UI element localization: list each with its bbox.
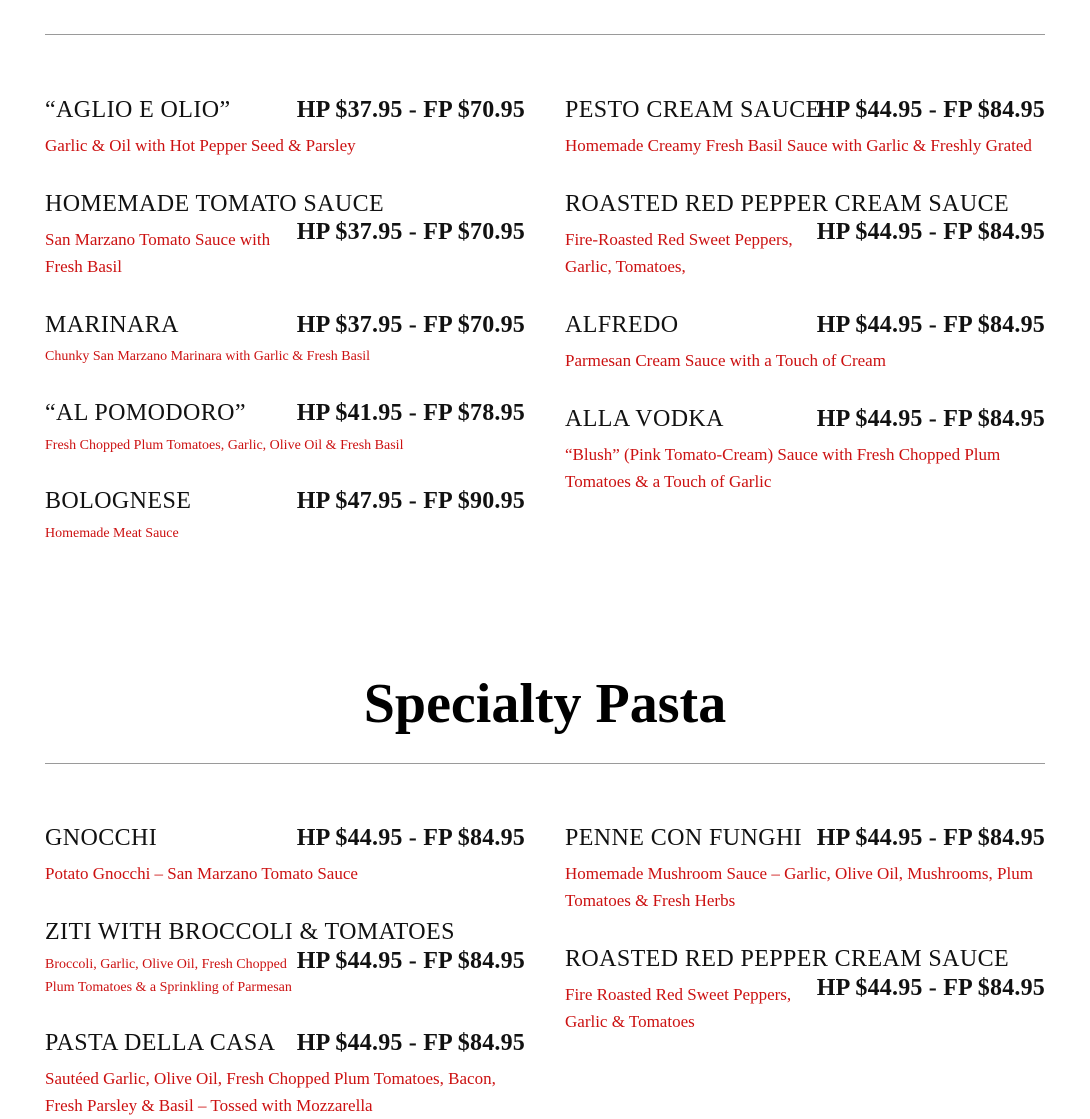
item-description: “Blush” (Pink Tomato-Cream) Sauce with Fresh Chopped Plum Tomatoes & a Touch of Garlic <box>565 445 1001 491</box>
item-description: Fire-Roasted Red Sweet Peppers, Garlic, Tomatoes, <box>565 230 793 276</box>
item-name: ROASTED RED PEPPER CREAM SAUCE <box>565 191 1010 217</box>
item-price: HP $44.95 - FP $84.95 <box>816 97 1045 123</box>
item-description: Sautéed Garlic, Olive Oil, Fresh Chopped Plum Tomatoes, Bacon, Fresh Parsley & Basil – Tossed with Mozzarella <box>45 1069 496 1115</box>
item-name: HOMEMADE TOMATO SAUCE <box>45 191 385 217</box>
item-description: Parmesan Cream Sauce with a Touch of Cream <box>565 351 886 370</box>
item-description: Chunky San Marzano Marinara with Garlic & Fresh Basil <box>45 349 371 364</box>
item-name: PESTO CREAM SAUCE <box>565 97 821 123</box>
item-description: Homemade Mushroom Sauce – Garlic, Olive Oil, Mushrooms, Plum Tomatoes & Fresh Herbs <box>565 864 1033 910</box>
item-name: PASTA DELLA CASA <box>45 1030 276 1056</box>
item-name: ALFREDO <box>565 312 679 338</box>
item-name: PENNE CON FUNGHI <box>565 825 803 851</box>
section-divider <box>45 763 1045 764</box>
item-price: HP $44.95 - FP $84.95 <box>816 312 1045 338</box>
item-price: HP $44.95 - FP $84.95 <box>296 825 525 851</box>
item-price: HP $41.95 - FP $78.95 <box>296 400 525 426</box>
item-name: ZITI WITH BROCCOLI & TOMATOES <box>45 919 455 945</box>
item-name: GNOCCHI <box>45 825 158 851</box>
item-price: HP $44.95 - FP $84.95 <box>816 975 1045 1001</box>
item-description: Fresh Chopped Plum Tomatoes, Garlic, Olive Oil & Fresh Basil <box>45 438 404 453</box>
item-price: HP $44.95 - FP $84.95 <box>296 1030 525 1056</box>
item-description: San Marzano Tomato Sauce with Fresh Basil <box>45 230 271 276</box>
item-description: Homemade Creamy Fresh Basil Sauce with Garlic & Freshly Grated <box>565 136 1032 155</box>
item-description: Fire Roasted Red Sweet Peppers, Garlic & Tomatoes <box>565 985 792 1031</box>
item-description: Broccoli, Garlic, Olive Oil, Fresh Chopped Plum Tomatoes & a Sprinkling of Parmesan <box>45 957 292 995</box>
item-name: ROASTED RED PEPPER CREAM SAUCE <box>565 946 1010 972</box>
item-price: HP $47.95 - FP $90.95 <box>296 488 525 514</box>
item-name: “AGLIO E OLIO” <box>45 97 231 123</box>
item-price: HP $37.95 - FP $70.95 <box>296 312 525 338</box>
item-description: Potato Gnocchi – San Marzano Tomato Sauce <box>45 864 358 883</box>
item-price: HP $44.95 - FP $84.95 <box>816 406 1045 432</box>
item-name: BOLOGNESE <box>45 488 192 514</box>
item-description: Homemade Meat Sauce <box>45 526 179 541</box>
item-name: “AL POMODORO” <box>45 400 246 426</box>
section-title: Specialty Pasta <box>363 673 727 735</box>
item-price: HP $37.95 - FP $70.95 <box>296 97 525 123</box>
item-price: HP $37.95 - FP $70.95 <box>296 219 525 245</box>
item-description: Garlic & Oil with Hot Pepper Seed & Parsley <box>45 136 356 155</box>
top-divider <box>45 34 1045 35</box>
item-price: HP $44.95 - FP $84.95 <box>816 825 1045 851</box>
item-name: MARINARA <box>45 312 179 338</box>
item-price: HP $44.95 - FP $84.95 <box>296 948 525 974</box>
item-price: HP $44.95 - FP $84.95 <box>816 219 1045 245</box>
item-name: ALLA VODKA <box>565 406 724 432</box>
